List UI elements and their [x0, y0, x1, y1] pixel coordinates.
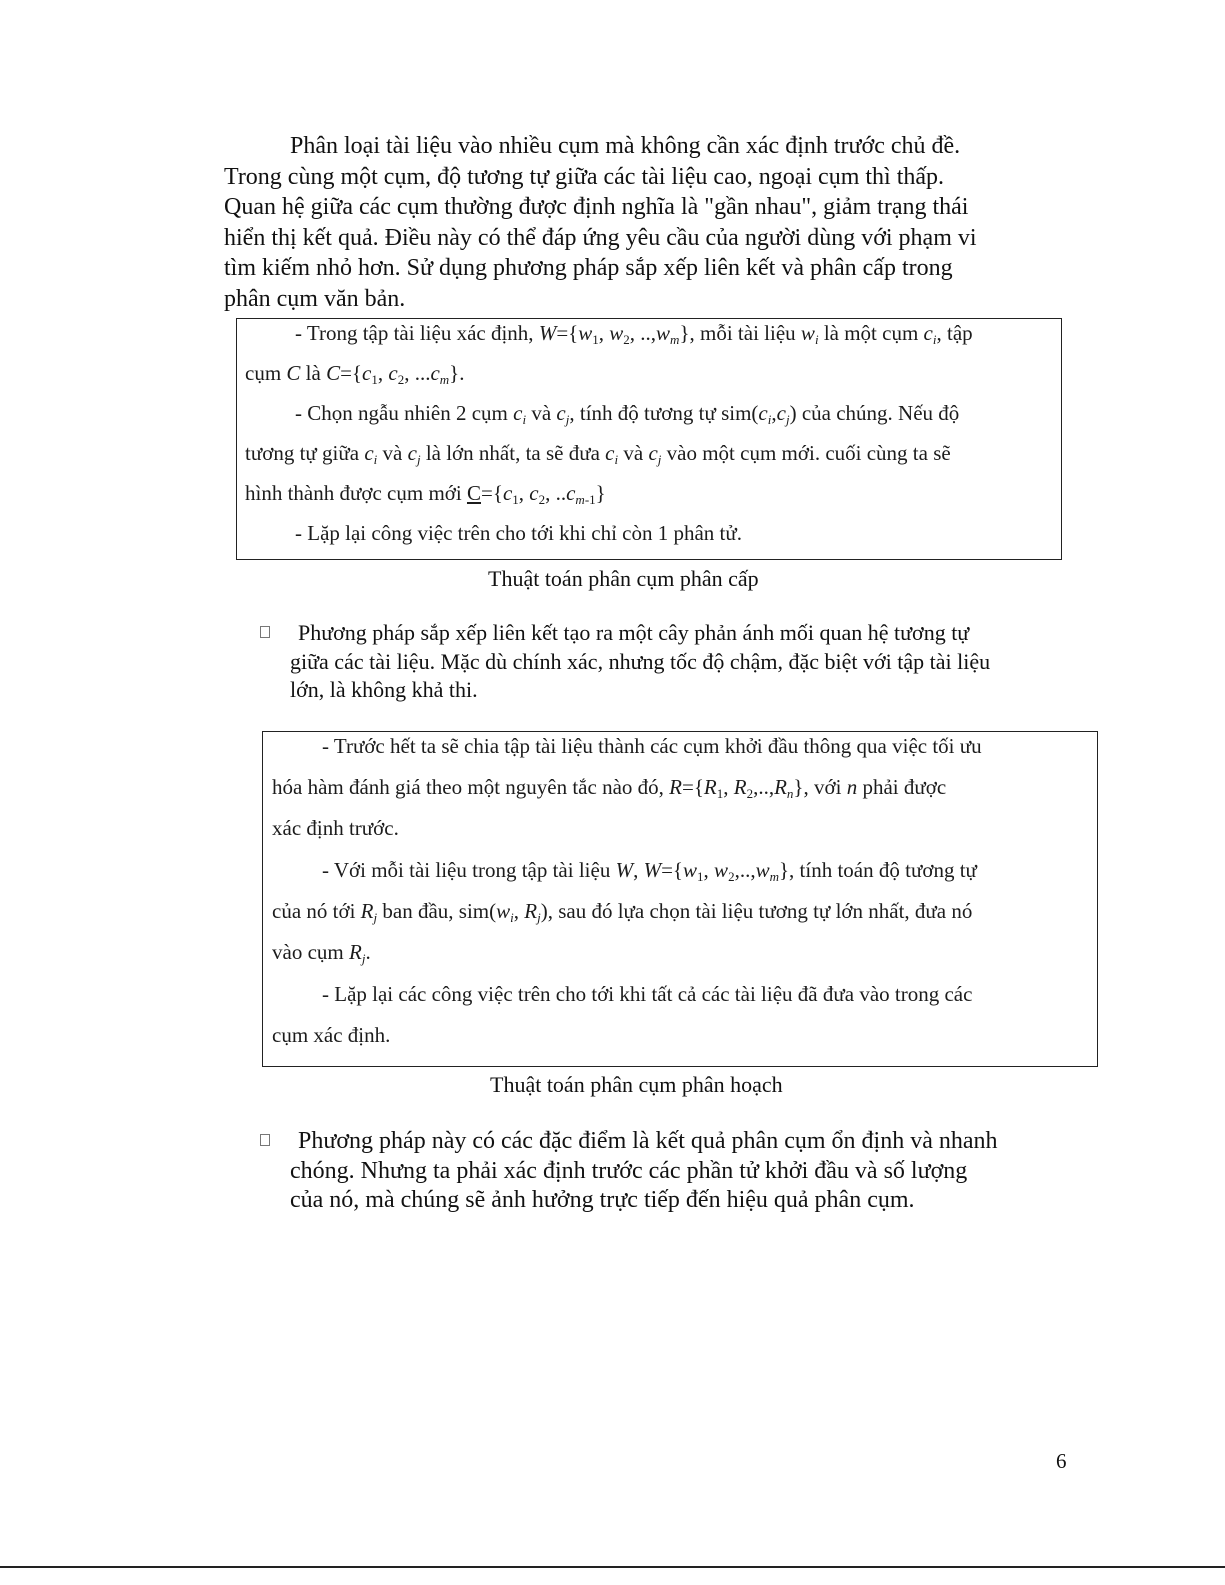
bullet-line: Phương pháp sắp xếp liên kết tạo ra một cây phản ánh mối quan hệ tương tự [298, 620, 970, 645]
algorithm-step-line: tương tự giữa $c_i$ và $c_j$ là lớn nhất, ta sẽ đưa $c_i$ và $c_j$ vào một cụm mới. cuối cùng ta sẽ [245, 441, 951, 467]
algorithm-step-line: cụm C là $C=\{c_1$, $c_2$, $...c_m$}. [245, 361, 465, 387]
algorithm-step-line: xác định trước. [272, 816, 399, 840]
intro-line: hiển thị kết quả. Điều này có thể đáp ứng yêu cầu của người dùng với phạm vi [224, 224, 977, 251]
footer-divider [0, 1566, 1225, 1568]
figure-caption: Thuật toán phân cụm phân hoạch [490, 1072, 783, 1097]
bullet-box-icon [260, 1134, 270, 1146]
algorithm-step-line: - Trong tập tài liệu xác định, $W=\{w_1$, $w_2$, $..,w_m$}, mỗi tài liệu $w_i$ là một cụm $c_i$, tập [295, 321, 973, 347]
algorithm-step-line: - Lặp lại công việc trên cho tới khi chỉ còn 1 phân tử. [295, 521, 743, 545]
bullet-box-icon [260, 626, 270, 638]
algorithm-step-line: - Lặp lại các công việc trên cho tới khi tất cả các tài liệu đã đưa vào trong các [322, 982, 973, 1006]
bullet-item [290, 1127, 998, 1216]
page-number: 6 [1056, 1449, 1067, 1473]
intro-line: Phân loại tài liệu vào nhiều cụm mà không cần xác định trước chủ đề. [290, 133, 961, 159]
bullet-line: chóng. Nhưng ta phải xác định trước các phần tử khởi đầu và số lượng [290, 1157, 968, 1184]
algorithm-step-line: của nó tới $R_j$ ban đầu, $sim(w_i$, $R_j$), sau đó lựa chọn tài liệu tương tự lớn nhất, đưa nó [272, 899, 973, 925]
bullet-line: của nó, mà chúng sẽ ảnh hưởng trực tiếp đến hiệu quả phân cụm. [290, 1187, 915, 1213]
algorithm-step-line: - Với mỗi tài liệu trong tập tài liệu W, $W=\{w_1$, $w_2,..,w_m$}, tính toán độ tương tự [322, 858, 977, 884]
bullet-line: lớn, là không khả thi. [290, 677, 478, 702]
algorithm-step-line: - Chọn ngẫu nhiên 2 cụm $c_i$ và $c_j$, tính độ tương tự $sim(c_i,c_j)$ của chúng. Nếu độ [295, 401, 960, 427]
algorithm-step-line: hóa hàm đánh giá theo một nguyên tắc nào đó, $R=\{R_1$, $R_2,..,R_n$}, với n phải được [272, 775, 947, 801]
intro-line: tìm kiếm nhỏ hơn. Sử dụng phương pháp sắp xếp liên kết và phân cấp trong [224, 255, 953, 282]
figure-caption: Thuật toán phân cụm phân cấp [488, 566, 759, 591]
algorithm-step-line: hình thành được cụm mới $C=\{c_1$, $c_2$, $..c_{m-1}$} [245, 481, 606, 507]
algorithm-step-line: cụm xác định. [272, 1023, 391, 1047]
bullet-item [290, 619, 990, 705]
algorithm-step-line: - Trước hết ta sẽ chia tập tài liệu thành các cụm khởi đầu thông qua việc tối ưu [322, 734, 982, 758]
bullet-line: Phương pháp này có các đặc điểm là kết quả phân cụm ổn định và nhanh [298, 1128, 998, 1154]
bullet-line: giữa các tài liệu. Mặc dù chính xác, nhưng tốc độ chậm, đặc biệt với tập tài liệu [290, 648, 991, 674]
intro-line: phân cụm văn bản. [224, 285, 406, 312]
intro-paragraph [224, 131, 1054, 315]
partition-algorithm-box [262, 731, 1098, 1067]
intro-line: Quan hệ giữa các cụm thường được định nghĩa là "gần nhau", giảm trạng thái [224, 194, 969, 221]
intro-line: Trong cùng một cụm, độ tương tự giữa các tài liệu cao, ngoại cụm thì thấp. [224, 163, 945, 190]
algorithm-step-line: vào cụm $R_j$. [272, 940, 371, 966]
hierarchical-algorithm-box [236, 318, 1062, 560]
